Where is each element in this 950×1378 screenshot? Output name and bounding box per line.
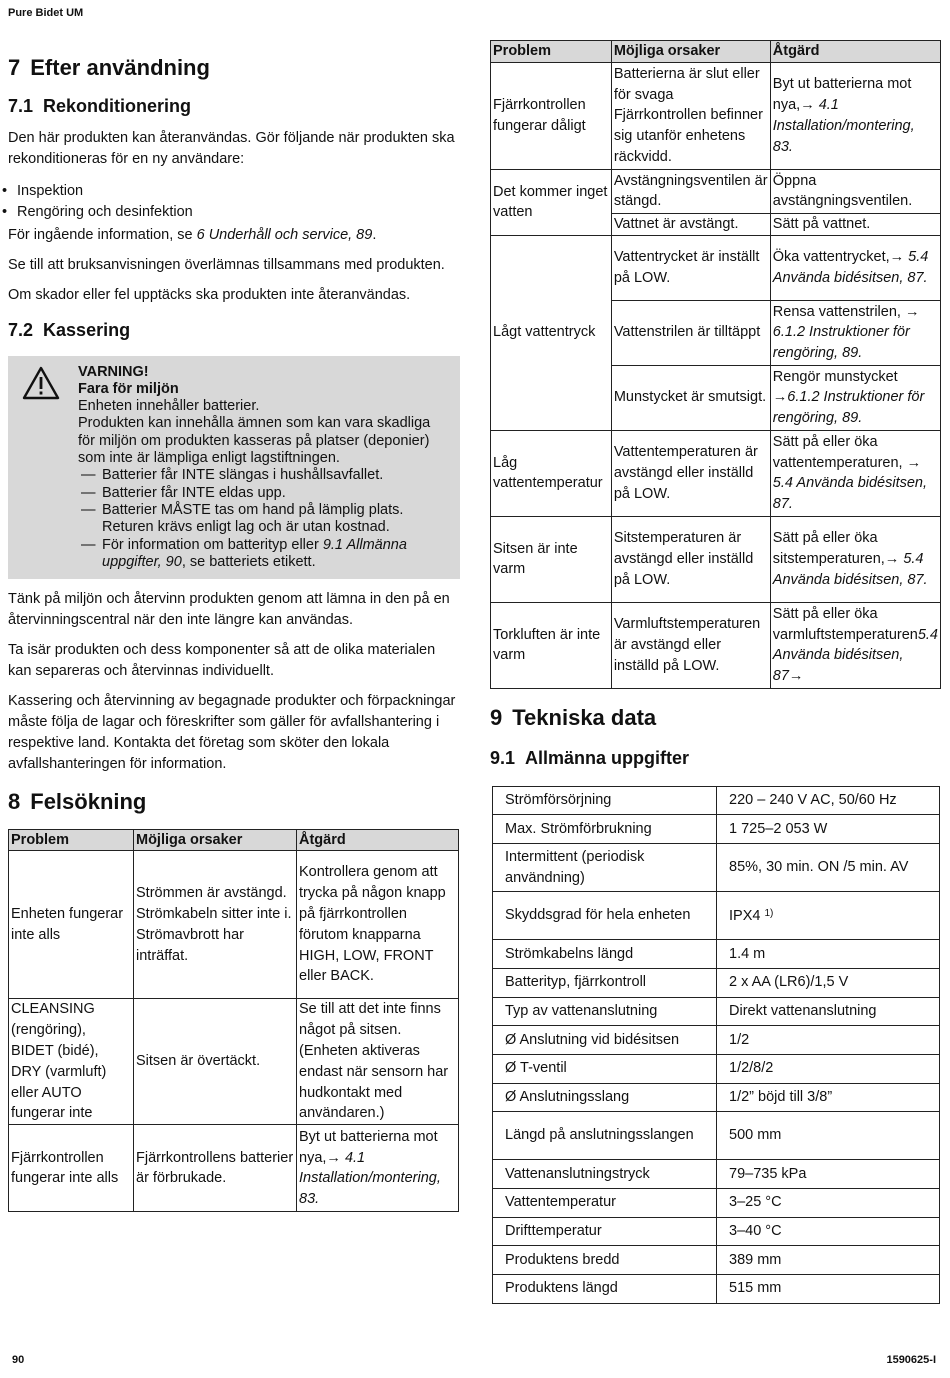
cause-cell: Vattentemperaturen är avstängd eller inställd på LOW.: [611, 430, 770, 516]
spec-value: [717, 1217, 940, 1246]
table-row: [493, 997, 940, 1026]
list-item: [78, 537, 450, 572]
paragraph: Om skador eller fel upptäcks ska produkten inte återanvändas.: [8, 286, 411, 303]
problem-cell: Fjärrkontrollen fungerar dåligt: [491, 62, 612, 169]
text: , se batteriets etikett.: [181, 553, 316, 570]
table-row: [493, 968, 940, 997]
cause-cell: Strömmen är avstängd. Strömkabeln sitter inte i. Strömavbrott har inträffat.: [134, 851, 297, 999]
text: Rengör munstycket →: [772, 368, 898, 406]
table-row: [493, 1188, 940, 1217]
spec-value: [717, 1054, 940, 1083]
section-title: Tekniska data: [512, 704, 657, 730]
table-row: [491, 169, 941, 235]
document-id: 1590625-I: [886, 1354, 936, 1366]
spec-value-text: 85%, 30 min. ON /5 min. AV: [729, 859, 909, 876]
action-stack: [770, 235, 940, 430]
spec-value: [717, 940, 940, 969]
section-9-1-heading: [490, 748, 942, 770]
section-number: 9.1: [490, 748, 516, 769]
spec-value-text: 1.4 m: [729, 945, 766, 962]
action-cell: Kontrollera genom att trycka på någon knapp på fjärrkontrollen förutom knapparna HIGH, LOW, FRONT eller BACK.: [297, 851, 459, 999]
spec-value: [717, 1026, 940, 1055]
table-row: [491, 430, 941, 516]
section-number: 7.2: [8, 319, 34, 340]
running-header: Pure Bidet UM: [8, 7, 84, 19]
action-cell: [771, 366, 940, 430]
action-cell: [770, 430, 940, 516]
problem-cell: Torkluften är inte varm: [491, 602, 612, 688]
list-item: • Rengöring och desinfektion: [4, 202, 460, 223]
spec-value: [717, 1275, 940, 1304]
table-row: [493, 844, 940, 892]
cross-reference-link[interactable]: 5.4 Använda bidésitsen, 87→: [772, 626, 939, 685]
spec-value-text: 2 x AA (LR6)/1,5 V: [729, 974, 849, 991]
table-header-row: [9, 829, 459, 851]
action-stack: [770, 169, 940, 235]
spec-value-text: Direkt vattenanslutning: [729, 1002, 877, 1019]
paragraph: Se till att bruksanvisningen överlämnas tillsammans med produkten.: [8, 256, 445, 273]
spec-value: [717, 1083, 940, 1112]
table-row: [493, 940, 940, 969]
warning-triangle-icon: [22, 366, 60, 405]
table-row: [493, 1217, 940, 1246]
column-header: Möjliga orsaker: [134, 829, 297, 851]
cause-cell: Vattnet är avstängt.: [613, 215, 739, 232]
text: Sätt på eller öka vattentemperaturen, →: [772, 433, 922, 471]
spec-label: Ø T-ventil: [493, 1054, 717, 1083]
spec-value: [717, 1188, 940, 1217]
technical-data-table: [492, 786, 940, 1304]
spec-value: [717, 1246, 940, 1275]
table-row: [9, 999, 459, 1125]
cause-stack: [611, 169, 770, 235]
text: Sätt på eller öka varmluftstemperaturen: [772, 605, 918, 643]
section-7-1-heading: [8, 96, 460, 118]
section-number: 9: [490, 704, 503, 730]
section-9-heading: [490, 705, 942, 731]
spec-value-text: 500 mm: [729, 1127, 782, 1144]
spec-value-text: 1/2: [729, 1031, 750, 1048]
right-column: [490, 40, 942, 1304]
section-7-heading: [8, 55, 460, 81]
column-header: Möjliga orsaker: [611, 41, 770, 63]
spec-value-text: IPX4: [729, 908, 761, 925]
column-header: Åtgärd: [770, 41, 940, 63]
warning-box: [8, 356, 460, 580]
spec-value-text: 1 725–2 053 W: [729, 820, 828, 837]
table-row: [493, 815, 940, 844]
list-item: • Inspektion: [4, 181, 460, 202]
spec-label: Batterityp, fjärrkontroll: [493, 968, 717, 997]
spec-label: Skyddsgrad för hela enheten: [493, 892, 717, 940]
cross-reference-link[interactable]: 4.1 Installation/montering, 83.: [772, 97, 915, 155]
table-row: [9, 851, 459, 999]
table-row: [491, 602, 941, 688]
column-header: Problem: [491, 41, 612, 63]
bullet-list: [8, 181, 460, 223]
text: För ingående information, se: [8, 226, 197, 243]
spec-label: Ø Anslutning vid bidésitsen: [493, 1026, 717, 1055]
spec-value-text: 3–25 °C: [729, 1194, 782, 1211]
paragraph: [8, 225, 460, 246]
spec-value: [717, 815, 940, 844]
warning-title: VARNING!: [78, 363, 149, 380]
section-title: Kassering: [43, 319, 131, 340]
table-row: [491, 62, 941, 169]
list-item: — Batterier MÅSTE tas om hand på lämplig plats. Returen krävs enligt lag och är utan kostnad.: [78, 502, 450, 537]
spec-label: Vattenanslutningstryck: [493, 1160, 717, 1189]
spec-label: Produktens bredd: [493, 1246, 717, 1275]
cross-reference-link[interactable]: 6.1.2 Instruktioner för rengöring, 89.: [772, 324, 910, 362]
page-number: 90: [12, 1354, 25, 1366]
section-7-2-heading: [8, 320, 460, 342]
spec-value: [717, 892, 940, 940]
warning-subtitle: Fara för miljön: [78, 380, 179, 397]
table-row: [493, 1275, 940, 1304]
spec-label: Strömförsörjning: [493, 786, 717, 815]
cross-reference-link[interactable]: 4.1 Installation/montering, 83.: [299, 1149, 441, 1208]
table-row: [493, 1112, 940, 1160]
cause-cell: Avstängningsventilen är stängd.: [612, 170, 770, 214]
action-cell: [770, 62, 940, 169]
table-row: [493, 1026, 940, 1055]
problem-cell: Låg vattentemperatur: [491, 430, 612, 516]
spec-value-text: 1/2” böjd till 3/8”: [729, 1089, 833, 1106]
table-row: [9, 1125, 459, 1212]
cause-cell: Sitsen är övertäckt.: [134, 999, 297, 1125]
spec-value: [717, 968, 940, 997]
cross-reference-link[interactable]: 5.4 Använda bidésitsen, 87.: [772, 475, 928, 513]
technical-data-body: [493, 786, 940, 1303]
list-item: — Batterier får INTE slängas i hushållsavfallet.: [78, 467, 450, 484]
cause-cell: Fjärrkontrollens batterier är förbrukade.: [134, 1125, 297, 1212]
problem-cell: Enheten fungerar inte alls: [9, 851, 134, 999]
spec-value-text: 389 mm: [729, 1251, 782, 1268]
text: Byt ut batterierna mot nya,→: [299, 1128, 438, 1166]
spec-value: [717, 1160, 940, 1189]
text: För information om batterityp eller: [102, 536, 323, 553]
troubleshooting-table-continued: [490, 40, 941, 689]
table-row: [493, 1160, 940, 1189]
spec-label: Typ av vattenanslutning: [493, 997, 717, 1026]
cross-reference-link[interactable]: 9.1 Allmänna uppgifter, 90: [102, 536, 407, 570]
problem-cell: Det kommer inget vatten: [491, 169, 612, 235]
action-cell: [770, 602, 940, 688]
cause-cell: Sitstemperaturen är avstängd eller inställd på LOW.: [611, 516, 770, 602]
spec-label: Längd på anslutningsslangen: [493, 1112, 717, 1160]
column-header: Problem: [9, 829, 134, 851]
table-row: [493, 1246, 940, 1275]
table-row: [493, 786, 940, 815]
action-cell: Öppna avstängningsventilen.: [771, 170, 940, 214]
text: Öka vattentrycket,→: [772, 249, 909, 265]
section-title: Efter användning: [30, 55, 210, 80]
table-row: [493, 1083, 940, 1112]
list-item: — Batterier får INTE eldas upp.: [78, 485, 450, 502]
footnote-marker: 1): [764, 908, 774, 920]
section-title: Rekonditionering: [43, 96, 192, 117]
section-title: Felsökning: [30, 789, 147, 815]
problem-cell: Fjärrkontrollen fungerar inte alls: [9, 1125, 134, 1212]
warning-list: [78, 467, 450, 571]
paragraph: Kassering och återvinning av begagnade produkter och förpackningar måste följa de lagar och föreskrifter som gäller för avfallshantering i respektive land. Kontakta det företag som sköter den lokala avfallshanteringen för information.: [8, 693, 456, 773]
cross-reference-link[interactable]: 5.4 Använda bidésitsen, 87.: [772, 550, 928, 588]
section-title: Allmänna uppgifter: [525, 748, 690, 769]
text: .: [372, 226, 377, 243]
cause-cell: Vattenstrilen är tilltäppt: [612, 301, 770, 366]
paragraph: Den här produkten kan återanvändas. Gör följande när produkten ska rekonditioneras för en ny användare:: [8, 129, 455, 167]
cross-reference-link[interactable]: 6 Underhåll och service, 89: [196, 226, 373, 243]
spec-label: Ø Anslutningsslang: [493, 1083, 717, 1112]
paragraph: Tänk på miljön och återvinn produkten genom att lämna in den på en återvinningscentral när den inte längre kan användas.: [8, 591, 450, 629]
cross-reference-link[interactable]: 5.4 Använda bidésitsen, 87.: [772, 249, 929, 286]
spec-label: Strömkabelns längd: [493, 940, 717, 969]
action-cell: Se till att det inte finns något på sitsen. (Enheten aktiveras endast när sensorn har hudkontakt med användaren.): [297, 999, 459, 1125]
cause-cell: Batterierna är slut eller för svaga Fjärrkontrollen befinner sig utanför enhetens räckvidd.: [611, 62, 770, 169]
column-header: Åtgärd: [297, 829, 459, 851]
paragraph: Ta isär produkten och dess komponenter så att de olika materialen kan separeras och återvinnas individuellt.: [8, 642, 436, 680]
spec-label: Vattentemperatur: [493, 1188, 717, 1217]
action-cell: [771, 301, 940, 366]
spec-value-text: 220 – 240 V AC, 50/60 Hz: [729, 792, 897, 809]
section-number: 7: [8, 55, 21, 80]
text: Sätt på eller öka sitstemperaturen,→: [772, 530, 904, 567]
section-number: 7.1: [8, 96, 34, 117]
action-cell: [771, 236, 940, 301]
table-row: [493, 892, 940, 940]
spec-label: Drifttemperatur: [493, 1217, 717, 1246]
cross-reference-link[interactable]: 6.1.2 Instruktioner för rengöring, 89.: [772, 389, 925, 427]
cause-cell: Varmluftstemperaturen är avstängd eller inställd på LOW.: [611, 602, 770, 688]
table-row: [491, 235, 941, 430]
spec-value-text: 515 mm: [729, 1280, 782, 1297]
table-row: [493, 1054, 940, 1083]
action-cell: [297, 1125, 459, 1212]
cause-stack: [611, 235, 770, 430]
spec-value: [717, 786, 940, 815]
problem-cell: Sitsen är inte varm: [491, 516, 612, 602]
spec-value-text: 3–40 °C: [729, 1223, 782, 1240]
troubleshooting-table: [8, 829, 459, 1213]
spec-label: Max. Strömförbrukning: [493, 815, 717, 844]
left-column: [8, 50, 460, 1212]
spec-value: [717, 997, 940, 1026]
spec-value: [717, 844, 940, 892]
problem-cell: Lågt vattentryck: [491, 235, 612, 430]
warning-text: Produkten kan innehålla ämnen som kan vara skadliga för miljön om produkten kasseras på platser (deponier) som inte är lämpliga enligt lagstiftningen.: [78, 415, 431, 467]
table-row: [491, 516, 941, 602]
action-cell: [770, 516, 940, 602]
warning-text: Enheten innehåller batterier.: [78, 398, 260, 415]
problem-cell: CLEANSING (rengöring), BIDET (bidé), DRY (varmluft) eller AUTO fungerar inte: [9, 999, 134, 1125]
spec-label: Produktens längd: [493, 1275, 717, 1304]
text: Rensa vattenstrilen, →: [772, 303, 920, 320]
section-8-heading: [8, 789, 460, 815]
spec-value-text: 1/2/8/2: [729, 1060, 774, 1077]
action-cell: Sätt på vattnet.: [772, 215, 871, 232]
spec-value-text: 79–735 kPa: [729, 1165, 807, 1182]
spec-value: [717, 1112, 940, 1160]
section-number: 8: [8, 789, 21, 815]
cause-cell: Munstycket är smutsigt.: [613, 389, 767, 406]
cause-cell: Vattentrycket är inställt på LOW.: [612, 236, 770, 301]
table-header-row: [491, 41, 941, 63]
spec-label: Intermittent (periodisk användning): [493, 844, 717, 892]
text: Byt ut batterierna mot nya,→: [772, 76, 912, 113]
